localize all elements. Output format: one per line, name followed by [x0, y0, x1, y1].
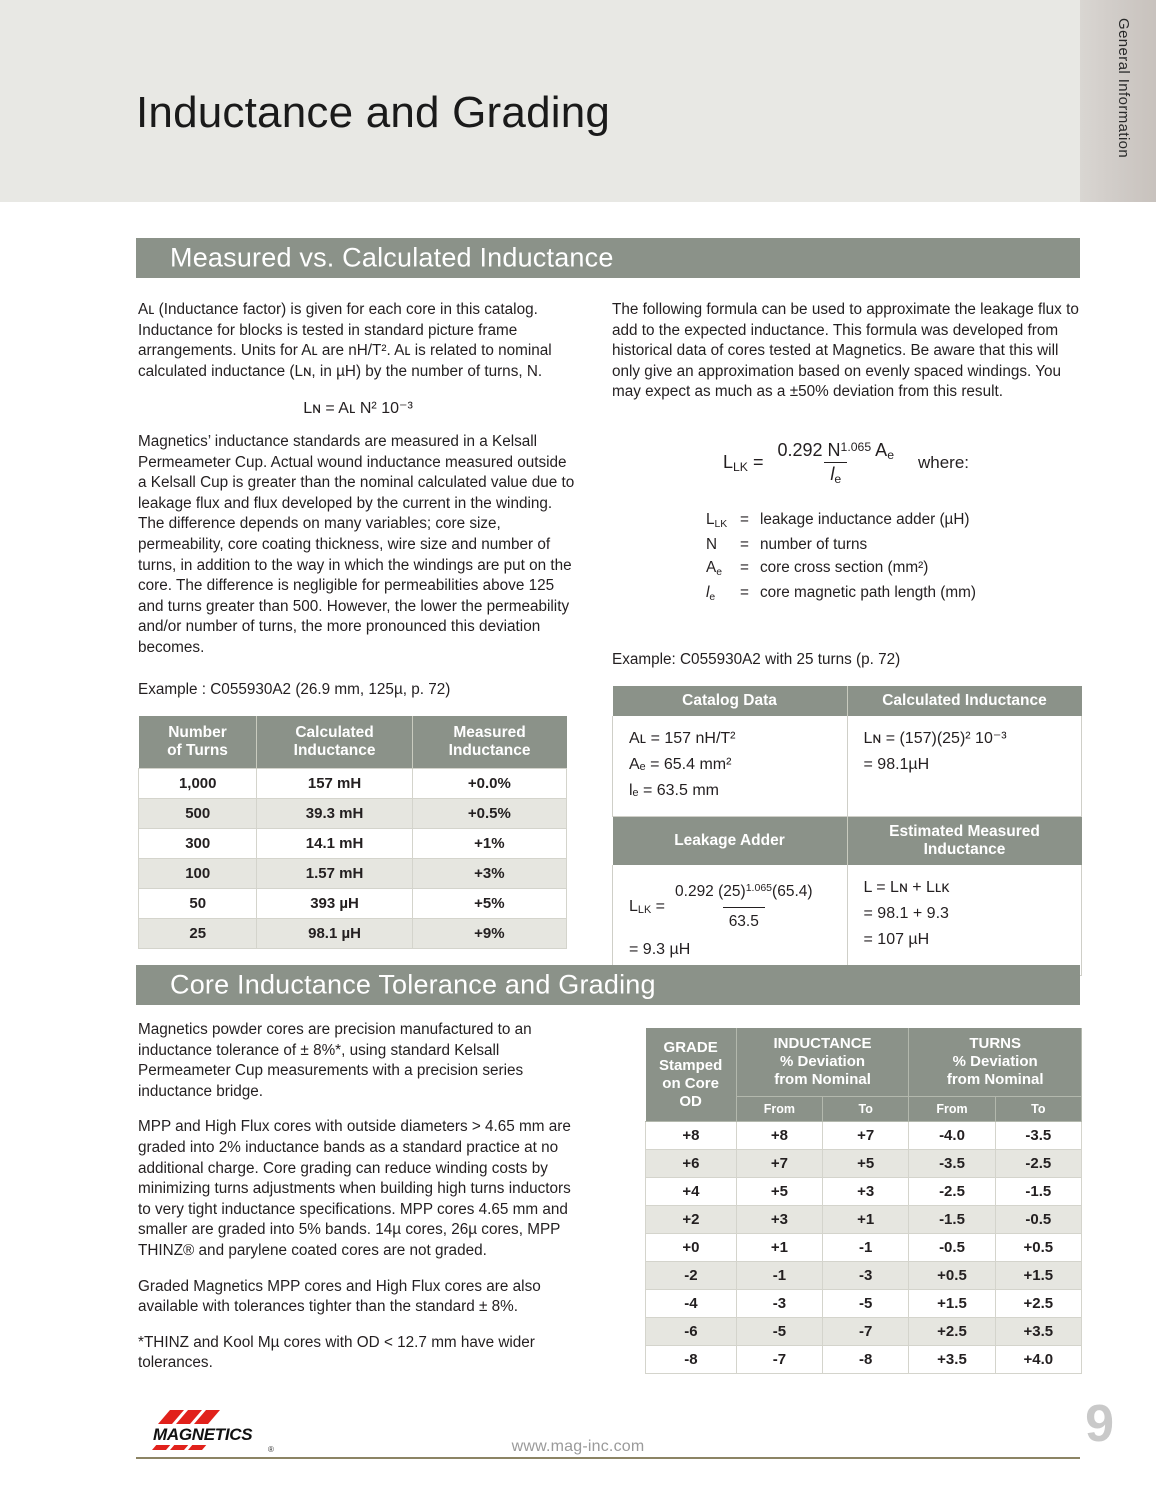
formula-lhs: [723, 452, 764, 473]
example-left-caption: [138, 680, 578, 716]
paragraph-inductance-factor: [138, 300, 578, 397]
table-cell: +9%: [412, 919, 566, 949]
table-cell: +8: [736, 1122, 822, 1150]
value-line: = 98.1 + 9.3: [863, 905, 949, 922]
column-header-calculated-inductance: Calculated Inductance: [847, 686, 1082, 716]
table-cell: -2.5: [909, 1178, 995, 1206]
definition-equals: =: [740, 536, 749, 553]
table-cell: -0.5: [909, 1234, 995, 1262]
table-cell: -5: [823, 1290, 909, 1318]
definition-row: [706, 533, 1086, 556]
table-header-row: [139, 716, 567, 769]
column-header-catalog-data: Catalog Data: [613, 686, 848, 716]
numerator-text: 0.292 N: [777, 440, 841, 460]
table-row: [613, 716, 1082, 817]
table-cell: +3: [736, 1206, 822, 1234]
definition-symbol: $A_e$: [706, 559, 722, 578]
definition-text: leakage inductance adder (µH): [760, 511, 970, 528]
table-cell: -3.5: [909, 1150, 995, 1178]
grading-table: [645, 1028, 1082, 1374]
table-cell: +3.5: [995, 1318, 1081, 1346]
table-cell: +8: [646, 1122, 737, 1150]
grading-text-column: [138, 1020, 578, 1389]
header-line: from Nominal: [946, 1071, 1044, 1088]
paragraph-kelsall-cup: [138, 432, 578, 674]
definition-symbol: $l_e$: [706, 584, 716, 603]
example-text: Example : C055930A2 (26.9 mm, 125µ, p. 72): [138, 681, 451, 698]
table-cell: +5: [823, 1150, 909, 1178]
table-cell: -1.5: [909, 1206, 995, 1234]
cell-catalog-values: [613, 716, 848, 817]
page-title: Inductance and Grading: [136, 88, 611, 137]
numerator-text: 0.292 (25): [675, 883, 746, 900]
table-cell: +1%: [412, 829, 566, 859]
header-line: GRADE: [663, 1038, 718, 1056]
definition-text: core magnetic path length (mm): [760, 584, 976, 601]
table-row: [646, 1206, 1082, 1234]
value-line: Lɴ = (157)(25)² 10⁻³: [863, 730, 1007, 747]
paragraph-text: The following formula can be used to approximate the leakage flux to add to the expected inductance. This formula was developed from historical data of cores tested at Magnetics. Be aware that this will only give an approximation based on evenly spaced windings. You may expect as much as a ±50% deviation from this result.: [612, 301, 1079, 401]
definition-equals: =: [740, 584, 749, 601]
header-line: on Core: [662, 1074, 719, 1092]
table-row: [646, 1150, 1082, 1178]
header-line: % Deviation: [952, 1053, 1038, 1070]
table-row: [139, 829, 567, 859]
paragraph-text: Magnetics’ inductance standards are measured in a Kelsall Permeameter Cup. Actual wound inductance measured outside a Kelsall Cup is greater than the nominal calculated value due to leakage flux and flux developed by the current in the winding. The difference depends on many variables; core size, permeability, core coating thickness, wire size and number of turns, in addition to the way in which the windings are put on the core. The difference is negligible for permeabilities above 125 and turns greater than 500. However, the lower the permeability and/or number of turns, the more pronounced this deviation becomes.: [138, 433, 575, 656]
table-cell: -2: [646, 1262, 737, 1290]
header-line: Inductance: [293, 742, 376, 759]
table-cell: -3: [823, 1262, 909, 1290]
formula-subscript: LK: [732, 460, 748, 475]
table-row: [139, 769, 567, 799]
column-header-measured-inductance: [412, 716, 566, 769]
table-row: [646, 1178, 1082, 1206]
value-line: lₑ = 63.5 mm: [629, 782, 719, 799]
cell-estimated-values: [847, 865, 1082, 976]
formula-ln-equals: Lɴ = Aʟ N² 10⁻³: [303, 400, 413, 417]
catalog-data-table: [612, 686, 1082, 817]
section-heading-measured: [136, 238, 1080, 278]
footer-url[interactable]: www.mag-inc.com: [511, 1438, 645, 1455]
column-header-inductance-group: [736, 1028, 909, 1097]
table-cell: 98.1 µH: [257, 919, 412, 949]
numerator-tail: A: [875, 440, 888, 460]
formula-subscript: LK: [637, 904, 652, 917]
table-row: [646, 1290, 1082, 1318]
fraction-body: [669, 879, 819, 935]
column-header-estimated-measured-inductance: Estimated Measured Inductance: [847, 817, 1082, 865]
cell-leakage-calculation: [613, 865, 848, 976]
definition-text: core cross section (mm²): [760, 559, 929, 576]
table-cell: +0.5: [909, 1262, 995, 1290]
formula-symbol: L: [722, 452, 733, 472]
leakage-fraction: [629, 879, 831, 935]
table-cell: 14.1 mH: [257, 829, 412, 859]
numerator-tail: (65.4): [772, 883, 813, 900]
table-row: [646, 1346, 1082, 1374]
table-cell: -6: [646, 1318, 737, 1346]
section-tab-label: General Information: [1115, 18, 1132, 159]
table-cell: +1: [823, 1206, 909, 1234]
column-header-inductance-to: To: [823, 1097, 909, 1122]
formula-equals: =: [752, 452, 764, 472]
denominator-subscript: e: [834, 472, 842, 487]
value-line: Aʟ = 157 nH/T²: [629, 730, 736, 747]
table-cell: -5: [736, 1318, 822, 1346]
section-heading-grading: [136, 965, 1080, 1005]
paragraph-text: Graded Magnetics MPP cores and High Flux cores are also available with tolerances tighter than the standard ± 8%.: [138, 1277, 541, 1316]
column-header-turns-to: To: [995, 1097, 1081, 1122]
header-line: INDUCTANCE: [773, 1035, 872, 1052]
table-cell: 1.57 mH: [257, 859, 412, 889]
table-cell: -8: [646, 1346, 737, 1374]
column-header-turns-from: From: [909, 1097, 995, 1122]
table-cell: +7: [823, 1122, 909, 1150]
table-cell: 50: [139, 889, 257, 919]
formula-leakage-inductance: [612, 440, 1080, 485]
table-row: [139, 889, 567, 919]
table-cell: +2.5: [909, 1318, 995, 1346]
table-cell: -0.5: [995, 1206, 1081, 1234]
header-line: Stamped: [658, 1056, 723, 1074]
table-header-row-groups: [646, 1028, 1082, 1097]
table-cell: -7: [823, 1318, 909, 1346]
value-line: = 107 µH: [863, 931, 930, 948]
table-row: [139, 859, 567, 889]
table-cell: +6: [646, 1150, 737, 1178]
header-line: Number: [168, 724, 227, 741]
table-cell: -4: [646, 1290, 737, 1318]
paragraph-text: Aʟ (Inductance factor) is given for each core in this catalog. Inductance for blocks is tested in standard picture frame arrangements. Units for Aʟ are nH/T². Aʟ is related to nominal calculated inductance (Lɴ, in µH) by the number of turns, N.: [138, 301, 552, 380]
table-cell: -1: [823, 1234, 909, 1262]
table-row: [646, 1122, 1082, 1150]
table-cell: 25: [139, 919, 257, 949]
table-row: [139, 919, 567, 949]
table-cell: +1.5: [909, 1290, 995, 1318]
table-cell: 100: [139, 859, 257, 889]
value-line: L = Lɴ + Lʟᴋ: [863, 879, 950, 896]
formula-numerator: [771, 440, 900, 462]
example-text: Example: C055930A2 with 25 turns (p. 72): [612, 651, 901, 668]
cell-calculated-values: [847, 716, 1082, 817]
table-cell: -2.5: [995, 1150, 1081, 1178]
table-cell: 500: [139, 799, 257, 829]
footer-divider: [136, 1457, 1080, 1459]
table-row: [613, 865, 1082, 976]
header-line: from Nominal: [774, 1071, 871, 1088]
definition-row: [706, 581, 1086, 606]
header-line: Inductance: [448, 742, 531, 759]
definition-text: number of turns: [760, 536, 868, 553]
section-heading-measured-label: Measured vs. Calculated Inductance: [170, 242, 614, 273]
table-cell: -3.5: [995, 1122, 1081, 1150]
logo-wordmark: MAGNETICS: [153, 1425, 253, 1444]
column-header-leakage-adder: Leakage Adder: [613, 817, 848, 865]
header-line: % Deviation: [780, 1053, 866, 1070]
table-cell: +3%: [412, 859, 566, 889]
table-cell: +0.0%: [412, 769, 566, 799]
table-row: [646, 1262, 1082, 1290]
column-header-number-of-turns: [139, 716, 257, 769]
table-cell: +2: [646, 1206, 737, 1234]
fraction-lhs: $L_{LK}$ =: [629, 897, 666, 917]
formula-denominator: [824, 462, 847, 485]
turns-inductance-table: [138, 716, 567, 949]
page-number: 9: [1085, 1395, 1114, 1453]
table-cell: -1: [736, 1262, 822, 1290]
definition-row: [706, 556, 1086, 581]
table-cell: -4.0: [909, 1122, 995, 1150]
definition-symbol: N: [706, 536, 718, 553]
numerator-exponent: 1.065: [840, 439, 872, 454]
formula-where-label: where:: [918, 452, 970, 472]
numerator-tail-subscript: e: [887, 448, 894, 463]
table-cell: +2.5: [995, 1290, 1081, 1318]
table-cell: 1,000: [139, 769, 257, 799]
formula-symbol: L: [629, 897, 638, 915]
table-row: [646, 1234, 1082, 1262]
leakage-adder-table: [612, 817, 1082, 976]
formula-definitions-list: [706, 508, 1086, 606]
header-line: of Turns: [167, 742, 228, 759]
table-cell: +3: [823, 1178, 909, 1206]
numerator-exponent: 1.065: [745, 882, 773, 895]
table-cell: +5: [736, 1178, 822, 1206]
numerator: [669, 879, 819, 907]
section-heading-grading-label: Core Inductance Tolerance and Grading: [170, 969, 656, 1000]
paragraph-text: Magnetics powder cores are precision manufactured to an inductance tolerance of ± 8%*, using standard Kelsall Permeameter Cup measurements with a precision series inductance bridge.: [138, 1021, 532, 1100]
table-cell: -1.5: [995, 1178, 1081, 1206]
paragraph-text: *THINZ and Kool Mµ cores with OD < 12.7 mm have wider tolerances.: [138, 1333, 535, 1372]
formula-fraction: [771, 440, 900, 485]
table-cell: 157 mH: [257, 769, 412, 799]
column-header-inductance-from: From: [736, 1097, 822, 1122]
table-cell: +5%: [412, 889, 566, 919]
header-line: Calculated: [295, 724, 374, 741]
table-cell: +4.0: [995, 1346, 1081, 1374]
table-header-row: [613, 817, 1082, 865]
column-header-turns-group: [909, 1028, 1082, 1097]
definition-equals: =: [740, 559, 749, 576]
table-cell: +4: [646, 1178, 737, 1206]
header-line: OD: [679, 1092, 702, 1110]
paragraph-text: MPP and High Flux cores with outside diameters > 4.65 mm are graded into 2% inductance bands as a standard practice at no additional charge. Core grading can reduce winding costs by minimizing turns adjustments when building high turns inductors to very tight inductance specifications. MPP cores 4.65 mm and smaller are graded into 5% bands. 14µ cores, 26µ cores, MPP THINZ® and parylene coated cores are not graded.: [138, 1118, 571, 1259]
table-cell: -3: [736, 1290, 822, 1318]
column-header-calculated-inductance: [257, 716, 412, 769]
leakage-result: = 9.3 µH: [629, 941, 691, 958]
logo-registered-mark: ®: [268, 1445, 274, 1454]
table-cell: 393 µH: [257, 889, 412, 919]
header-line: TURNS: [969, 1035, 1021, 1052]
denominator-text: l: [830, 464, 835, 484]
table-cell: +0: [646, 1234, 737, 1262]
table-cell: 300: [139, 829, 257, 859]
table-cell: +1.5: [995, 1262, 1081, 1290]
table-cell: -7: [736, 1346, 822, 1374]
table-cell: +0.5: [995, 1234, 1081, 1262]
table-row: [139, 799, 567, 829]
column-header-grade: [646, 1028, 737, 1122]
table-cell: +0.5%: [412, 799, 566, 829]
table-row: [646, 1318, 1082, 1346]
section-tab: [1080, 0, 1156, 202]
table-cell: 39.3 mH: [257, 799, 412, 829]
table-cell: +7: [736, 1150, 822, 1178]
table-cell: -8: [823, 1346, 909, 1374]
definition-equals: =: [740, 511, 749, 528]
value-line: Aₑ = 65.4 mm²: [629, 756, 732, 773]
table-cell: +1: [736, 1234, 822, 1262]
denominator: 63.5: [723, 907, 765, 935]
paragraph-leakage-formula-intro: [612, 300, 1080, 418]
header-line: Measured: [453, 724, 526, 741]
table-cell: +3.5: [909, 1346, 995, 1374]
value-line: = 98.1µH: [863, 756, 930, 773]
definition-row: [706, 508, 1086, 533]
example-right-caption: [612, 650, 1080, 686]
table-header-row: [613, 686, 1082, 716]
definition-symbol: $L_{LK}$: [706, 511, 728, 530]
